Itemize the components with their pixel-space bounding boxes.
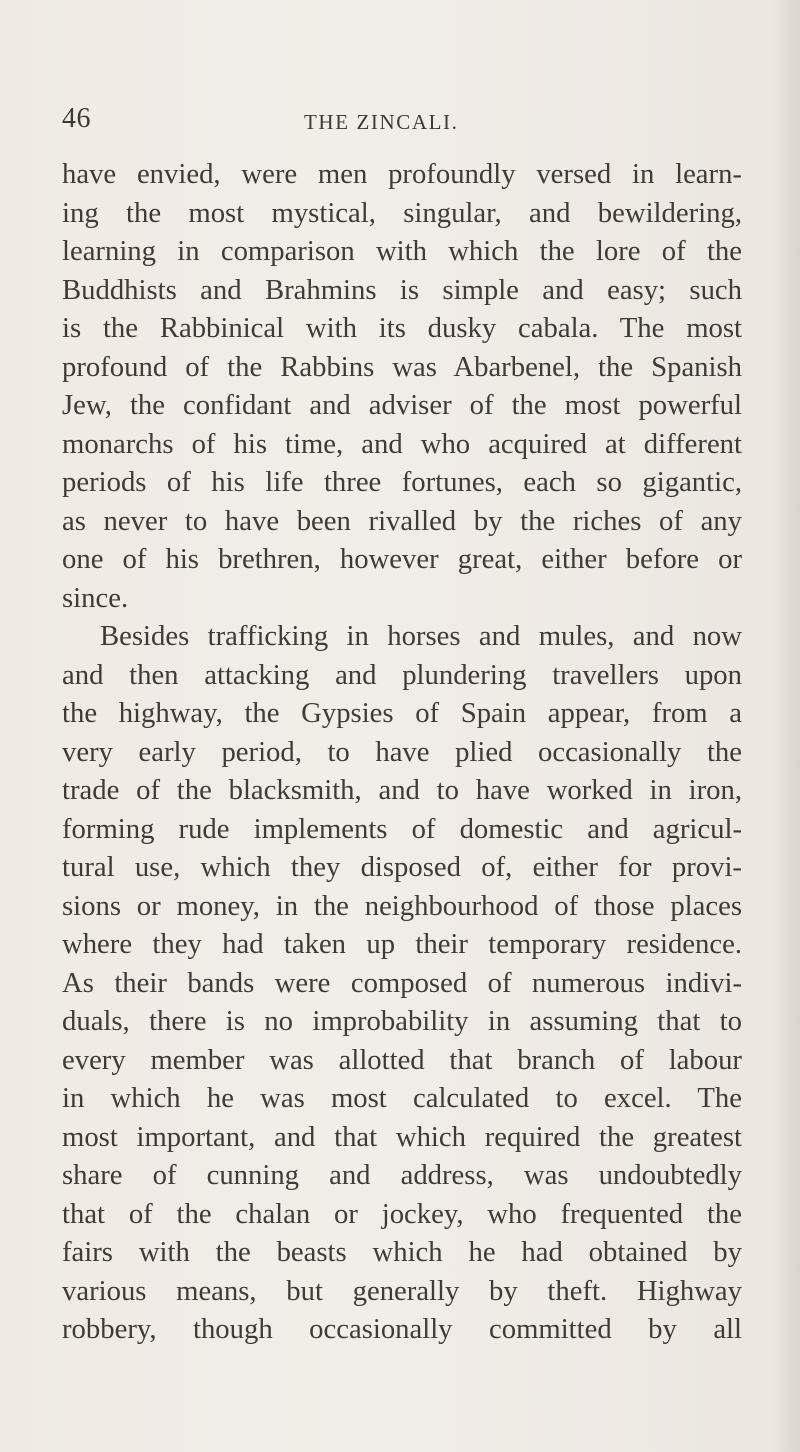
text-line: fairs with the beasts which he had obtained by xyxy=(62,1236,742,1268)
text-line: various means, but generally by theft. Highway xyxy=(62,1274,742,1307)
text-line: most important, and that which required the greatest xyxy=(62,1120,742,1153)
text-line: one of his brethren, however great, either before or xyxy=(62,543,742,575)
text-line: robbery, though occasionally committed by all xyxy=(62,1313,742,1345)
text-line: have envied, were men profoundly versed in learn- xyxy=(62,158,742,190)
text-line: ing the most mystical, singular, and bewildering, xyxy=(62,196,742,229)
page-edge-shadow xyxy=(774,0,800,1452)
running-head: THE ZINCALI. xyxy=(304,110,459,134)
text-line: where they had taken up their temporary residence. xyxy=(62,928,742,960)
text-line: as never to have been rivalled by the riches of any xyxy=(62,504,742,537)
text-line: Jew, the confidant and adviser of the most powerful xyxy=(62,389,742,421)
text-line: sions or money, in the neighbourhood of those places xyxy=(62,889,742,922)
text-line: forming rude implements of domestic and agricul- xyxy=(62,812,742,845)
text-line: tural use, which they disposed of, either for provi- xyxy=(62,851,742,883)
body-text xyxy=(62,155,742,1349)
text-line: and then attacking and plundering travellers upon xyxy=(62,658,742,691)
text-line: Buddhists and Brahmins is simple and easy; such xyxy=(62,273,742,306)
page-number: 46 xyxy=(62,103,91,134)
text-line: profound of the Rabbins was Abarbenel, the Spanish xyxy=(62,350,742,383)
page-header xyxy=(62,104,742,144)
text-line: share of cunning and address, was undoubtedly xyxy=(62,1159,742,1191)
text-line: very early period, to have plied occasionally the xyxy=(62,735,742,768)
text-line: every member was allotted that branch of labour xyxy=(62,1043,742,1076)
text-line: learning in comparison with which the lore of the xyxy=(62,235,742,267)
text-line: trade of the blacksmith, and to have worked in iron, xyxy=(62,774,742,806)
text-line: in which he was most calculated to excel. The xyxy=(62,1082,742,1114)
text-line: duals, there is no improbability in assuming that to xyxy=(62,1005,742,1037)
text-line: is the Rabbinical with its dusky cabala. The most xyxy=(62,312,742,344)
text-line: since. xyxy=(62,581,129,614)
text-line: periods of his life three fortunes, each so gigantic, xyxy=(62,466,742,498)
text-line: monarchs of his time, and who acquired at different xyxy=(62,427,742,460)
text-line: that of the chalan or jockey, who frequented the xyxy=(62,1197,742,1230)
text-line: As their bands were composed of numerous indivi- xyxy=(62,966,742,999)
text-line: the highway, the Gypsies of Spain appear, from a xyxy=(62,697,742,729)
text-line-paragraph-start: Besides trafficking in horses and mules, and now xyxy=(100,620,742,652)
